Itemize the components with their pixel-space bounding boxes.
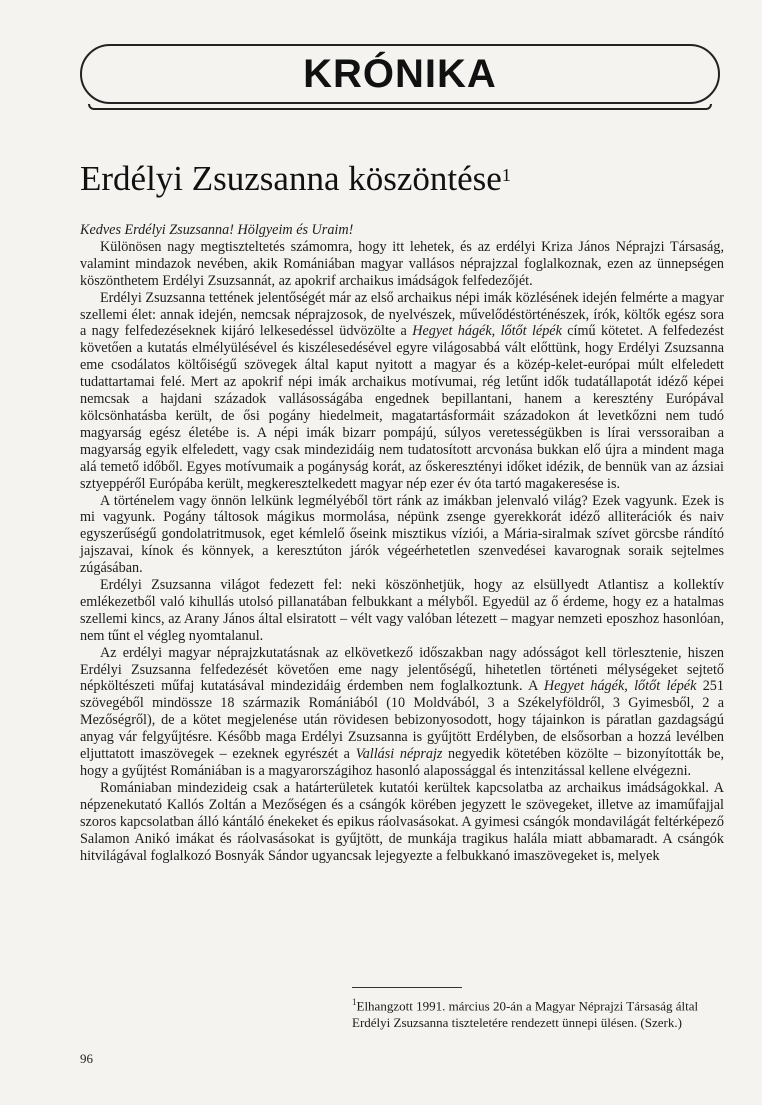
footnote	[352, 994, 724, 1031]
section-label: KRÓNIKA	[303, 52, 497, 96]
paragraph-2-part-1: Erdélyi Zsuzsanna tettének jelentőségét már az első archaikus népi imák közlésének idején felmérte a magyar szellemi élet: annak idején, nemcsak néprajzosok, de nyelvészek, művelődéstörténészek, írók, költők egész sora a nagy felfedezéseknek kijáró lelkesedéssel üdvözölte a	[80, 289, 724, 340]
footnote-marker: 1	[352, 997, 357, 1007]
paragraph-4: Erdélyi Zsuzsanna világot fedezett fel: neki köszönhetjük, hogy az elsüllyedt Atlantisz a kollektív emlékezetből való kihullás utolsó pillanatában felbukkant a mélyből. Egyedül az ő érdeme, hogy ez a hatalmas szellemi kincs, az Arany János által elsiratott – vélt vagy valóban létezett – magyar nemzeti eposzhoz hasonlóan, nem tűnt el végleg nyomtalanul.	[80, 577, 724, 644]
article-title	[80, 158, 720, 200]
paragraph-6: Romániaban mindezideig csak a határterületek kutatói kerültek kapcsolatba az archaikus imádságokkal. A népzenekutató Kallós Zoltán a Mezőségen és a csángók körében jegyzett le szövegeket, illetve az imaműfajjal szoros kapcsolatban álló kántáló énekeket és epikus ráolvasásokat. A gyimesi csángók mondavilágát feltérképező Salamon Anikó imákat és ráolvasásokat is gyűjtött, de munkája tragikus halála miatt abbamaradt. A csángók hitvilágával foglalkozó Bosnyák Sándor ugyancsak lejegyezte a felbukkanó imaszövegeket is, melyek	[80, 779, 724, 864]
book-title: Hegyet hágék, lőtőt lépék	[412, 323, 562, 340]
paragraph-3: A történelem vagy önnön lelkünk legmélyéből tört ránk az imákban jelenvaló világ? Ezek vagyunk. Ezek is mi vagyunk. Pogány táltosok mágikus mormolása, népünk zsenge gyerekkorát idéző alliterációk és naiv egyszerűségű gondolatritmusok, eget kémlelő őseink misztikus víziói, a Mária-siralmak szívet görcsbe rándító jajszavai, kínok és könnyek, a keresztúton járók végeérhetetlen szenvedései kavarognak soraik sejtelmes zúgásában.	[80, 492, 724, 577]
paragraph-2	[80, 290, 724, 493]
section-banner	[80, 44, 720, 104]
journal-title: Vallási néprajz	[355, 746, 443, 763]
salutation: Kedves Erdélyi Zsuzsanna! Hölgyeim és Uraim!	[80, 222, 354, 238]
paragraph-5-part-1: Az erdélyi magyar néprajzkutatásnak az elkövetkező időszakban nagy adósságot kell törlesztenie, hiszen Erdélyi Zsuzsanna felfedezését követően eme nagy jelentőségű, hihetetlen történeti mélységeket sejtető népköltészeti műfaj kutatásával mindezidáig érdemben nem foglalkoztunk. A	[80, 644, 724, 695]
paragraph-5	[80, 645, 724, 780]
page-number: 96	[80, 1051, 93, 1066]
paragraph-5-part-3: negyedik kötetében közölte – bizonyították be, hogy a gyűjtést Romániában is a magyarországihoz hasonló alapossággal és intenzitással kellene elvégezni.	[80, 746, 724, 779]
paragraph-5-part-2: 251 szövegéből mindössze 18 származik Romániából (10 Moldvából, 3 a Székelyföldről, 3 Gyimesből, 2 a Mezőségről), de a kötet megjelenése után rövidesen bebizonyosodott, hogy tájainkon is páratlan gazdagságú anyag vár felgyűjtésre. Később maga Erdélyi Zsuzsanna is gyűjtött Erdélyben, de elsősorban a hozzá levélben eljuttatott imaszövegek – ezeknek egyrészét a	[80, 678, 724, 763]
paragraph-1: Különösen nagy megtiszteltetés számomra, hogy itt lehetek, és az erdélyi Kriza János Néprajzi Társaság, valamint mindazok nevében, akik Romániában magyar vallásos néprajzzal foglalkoznak, ezen az ünnepségen köszönthetem Erdélyi Zsuzsannát, az apokrif archaikus imádságok felfedezőjét.	[80, 238, 724, 289]
footnote-text: Elhangzott 1991. március 20-án a Magyar Néprajzi Társaság által Erdélyi Zsuzsanna tiszteletére rendezett ünnepi ülésen. (Szerk.)	[352, 998, 699, 1030]
book-title-repeat: Hegyet hágék, lőtőt lépék	[543, 678, 697, 695]
title-footnote-marker[interactable]: 1	[501, 165, 511, 185]
footnote-divider	[352, 987, 462, 988]
paragraph-2-part-2: című kötetet. A felfedezést követően a kutatás elmélyülésével és kiszélesedésével egyre világosabbá vált előttünk, hogy Erdélyi Zsuzsanna eme csodálatos költőiségű szövegek által kaput nyitott a magyar és a közép-kelet-európai múlt elfeledett tudattartamai felé. Mert az apokrif népi imák archaikus motívumai, rég letűnt idők tudatállapotát idéző képei nemcsak a hajdani századok vallásosságába engednek bepillantani, hanem a keresztény Európával kölcsönhatásba került, de ősi pogány hiedelmeit, magatartásformáit századokon át levetkőzni nem tudó magyarság egész életébe is. A népi imák bizarr pompájú, súlyos veretességükben is lírai verssoraiban a magyarság egyik elfeledett, vagy csak mindezidáig nem tudatosított arcvonása bukkan elő újra a mindent maga alá temető időből. Egyes motívumaik a pogányság korát, az őskeresztényi időket idézik, de bennük van az ázsiai sztyeppéről Európába került, megkeresztelkedett magyar nép ezer év óta tartó magakeresése is.	[80, 323, 725, 492]
article-body	[80, 222, 724, 864]
article-title-text: Erdélyi Zsuzsanna köszöntése	[80, 159, 502, 198]
